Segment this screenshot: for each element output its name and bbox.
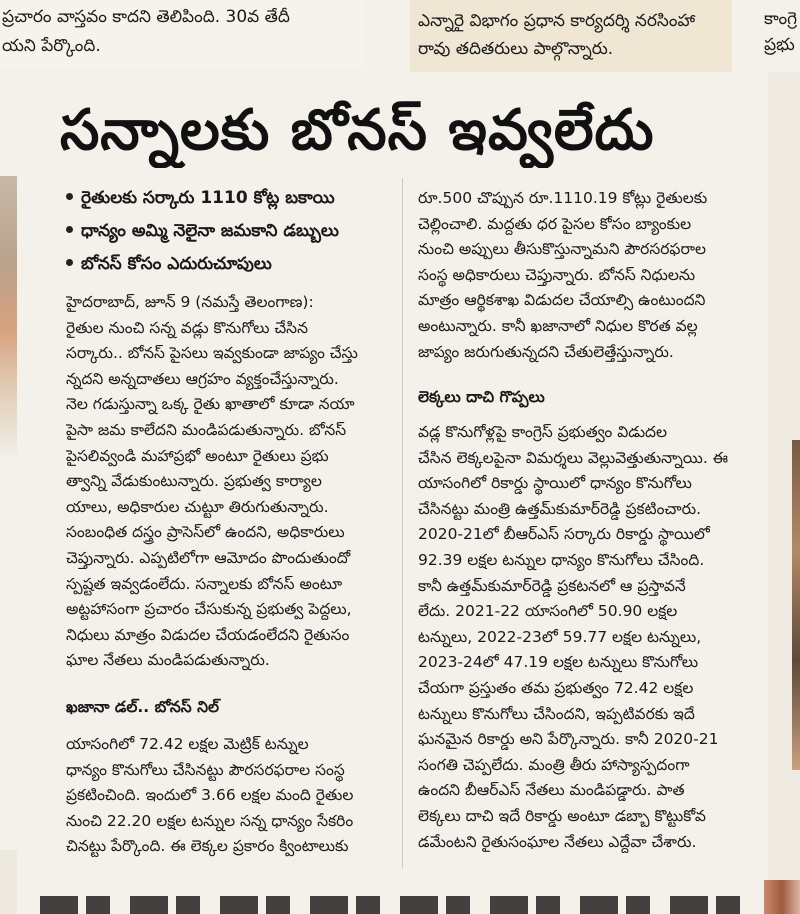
bullet-dot-icon bbox=[66, 193, 73, 200]
body-text-line: పైసా జమ కాలేదని మండిపడుతున్నారు. బోనస్ bbox=[66, 421, 347, 439]
top-right-line: ప్రభు bbox=[764, 35, 795, 55]
body-text-line: ఘాల నేతలు మండిపడుతున్నారు. bbox=[66, 651, 270, 670]
left-edge-photo-bottom bbox=[0, 850, 17, 914]
body-text-line: మాత్రం ఆర్థికశాఖ విడుదల చేయాల్సి ఉంటుందని bbox=[418, 291, 706, 310]
body-text-line: చేసినట్టు మంత్రి ఉత్తమ్‌కుమార్‌రెడ్డి ప్రకటించారు. bbox=[418, 499, 702, 518]
bullet-item: రైతులకు సర్కారు 1110 కోట్ల బకాయి bbox=[66, 183, 396, 213]
bullet-item: ధాన్యం అమ్మి నెలైనా జమకాని డబ్బులు bbox=[66, 216, 396, 246]
subheading-khajana: ఖజానా డల్.. బోనస్ నిల్ bbox=[66, 698, 219, 716]
body-text-line: చేయగా ప్రస్తుతం తమ ప్రభుత్వం 72.42 లక్షల bbox=[418, 679, 694, 697]
body-text-line: చినట్టు పేర్కొంది. ఈ లెక్కల ప్రకారం క్వింటాలుకు bbox=[66, 837, 349, 856]
body-text-line: ప్రకటించింది. ఇందులో 3.66 లక్షల మంది రైతుల bbox=[66, 786, 354, 805]
body-text-line: 92.39 లక్షల టన్నుల ధాన్యం కొనుగోలు చేసింది. bbox=[418, 551, 705, 569]
left-edge-photo bbox=[0, 176, 17, 456]
body-text-line: నుంచి 22.20 లక్షల టన్నుల సన్న ధాన్యం సేకరిం bbox=[66, 811, 354, 830]
right-edge-photo bbox=[792, 440, 800, 770]
body-text-line: జాప్యం జరుగుతున్నదని చేతులెత్తేస్తున్నారు. bbox=[418, 342, 674, 361]
body-text-line: టన్నులు, 2022-23లో 59.77 లక్షల టన్నులు, bbox=[418, 627, 702, 646]
body-text-line: రైతుల నుంచి సన్న వడ్లు కొనుగోలు చేసిన bbox=[66, 318, 308, 337]
body-text-line: ఉందని బీఆర్‌ఎస్ నేతలు మండిపడ్డారు. పాత bbox=[418, 781, 685, 800]
body-text-line: ధాన్యం కొనుగోలు చేసినట్టు పౌరసరఫరాల సంస్థ bbox=[66, 760, 345, 779]
body-text-line: యాసంగిలో రికార్డు స్థాయిలో ధాన్యం కొనుగోలు bbox=[418, 474, 692, 493]
body-text-line: రూ.500 చొప్పున రూ.1110.19 కోట్లు రైతులకు bbox=[418, 189, 708, 207]
body-text-line: చెప్తున్నారు. ఎప్పటిలోగా ఆమోదం పొందుతుందో bbox=[66, 549, 351, 567]
bullet-dot-icon bbox=[66, 259, 73, 266]
bullet-dot-icon bbox=[66, 226, 73, 233]
body-text-line: వడ్ల కొనుగోళ్లపై కాంగ్రెస్ ప్రభుత్వం విడుదల bbox=[418, 423, 667, 441]
body-text-line: చేసిన లెక్కలపైనా విమర్శలు వెల్లువెత్తుతున్నాయి. ఈ bbox=[418, 448, 729, 467]
body-text-line: కానీ ఉత్తమ్‌కుమార్‌రెడ్డి ప్రకటనలో ఆ ప్రస్తావనే bbox=[418, 576, 686, 595]
body-text-line: నిధులు మాత్రం విడుదల చేయడంలేదని రైతుసం bbox=[66, 625, 350, 644]
body-text-line: అంటున్నారు. కానీ ఖజానాలో నిధుల కొరత వల్ల bbox=[418, 317, 698, 335]
top-mid-line: రావు తదితరులు పాల్గొన్నారు. bbox=[418, 39, 614, 59]
body-text-line: 2023-24లో 47.19 లక్షల టన్నులు కొనుగోలు bbox=[418, 653, 699, 672]
body-text-line: లెక్కలు దాచి ఇదే రికార్డు అంటూ డబ్బా కొట్టుకోవ bbox=[418, 807, 706, 825]
body-text-line: డమేంటని రైతుసంఘాల నేతలు ఎద్దేవా చేశారు. bbox=[418, 832, 697, 851]
body-text-line: సంబంధిత దస్త్రం ప్రాసెస్‌లో ఉందని, అధికారులు bbox=[66, 523, 345, 542]
body-text-line: హైదరాబాద్, జూన్ 9 (నమస్తే తెలంగాణ): bbox=[66, 293, 314, 311]
top-right-line: కాంగ్రె bbox=[764, 9, 798, 29]
subheading-lekkalu: లెక్కలు దాచి గొప్పలు bbox=[418, 388, 545, 406]
body-text-line: ఘనమైన రికార్డు అని పేర్కొన్నారు. కానీ 2020-21 bbox=[418, 730, 719, 749]
body-text-line: చెల్లించాలి. మద్దతు ధర పైసల కోసం బ్యాంకుల bbox=[418, 214, 692, 233]
body-text-line: నుంచి అప్పులు తీసుకొస్తున్నామని పౌరసరఫరాల bbox=[418, 240, 706, 259]
column-divider bbox=[402, 178, 403, 868]
body-text-line: సంగతి చెప్పలేదు. మంత్రి తీరు హాస్యాస్పదంగా bbox=[418, 755, 690, 774]
top-left-line: ప్రచారం వాస్తవం కాదని తెలిపింది. 30వ తేదీ bbox=[2, 7, 290, 27]
body-text-line: స్పష్టత ఇవ్వడంలేదు. సన్నాలకు బోనస్ అంటూ bbox=[66, 574, 343, 593]
body-text-line: త్వాన్ని వేడుకుంటున్నారు. ప్రభుత్వ కార్యాల bbox=[66, 472, 322, 491]
body-text-line: యాలు, అధికారుల చుట్టూ తిరుగుతున్నారు. bbox=[66, 497, 329, 516]
body-text-line: అట్టహాసంగా ప్రచారం చేసుకున్న ప్రభుత్వ పెద్దలు, bbox=[66, 600, 352, 619]
body-text-line: యాసంగిలో 72.42 లక్షల మెట్రిక్ టన్నుల bbox=[66, 735, 309, 753]
next-article-headline-fragment bbox=[40, 896, 740, 914]
body-text-line: లేదు. 2021-22 యాసంగిలో 50.90 లక్షల bbox=[418, 602, 678, 621]
body-text-line: సంస్థ అధికారులు చెప్తున్నారు. బోనస్ నిధులను bbox=[418, 265, 696, 284]
right-bottom-photo bbox=[764, 880, 800, 914]
body-text-line: 2020-21లో బీఆర్‌ఎస్ సర్కారు రికార్డు స్థాయిలో bbox=[418, 525, 710, 544]
body-text-line: సర్కారు.. బోనస్ పైసలు ఇవ్వకుండా జాప్యం చేస్తు bbox=[66, 344, 358, 363]
body-text-line: పైసలివ్వండి మహాప్రభో అంటూ రైతులు ప్రభు bbox=[66, 446, 329, 465]
article-headline: సన్నాలకు బోనస్ ఇవ్వలేదు bbox=[60, 98, 655, 163]
body-text-line: టన్నులు కొనుగోలు చేసిందని, ఇప్పటివరకు ఇదే bbox=[418, 704, 695, 723]
bullet-item: బోనస్ కోసం ఎదురుచూపులు bbox=[66, 249, 396, 279]
top-left-line: యని పేర్కొంది. bbox=[2, 36, 101, 56]
body-text-line: న్నదని అన్నదాతలు ఆగ్రహం వ్యక్తంచేస్తున్నారు. bbox=[66, 369, 339, 388]
body-text-line: నెల గడుస్తున్నా ఒక్క రైతు ఖాతాలో కూడా నయా bbox=[66, 395, 355, 414]
top-mid-line: ఎన్నారై విభాగం ప్రధాన కార్యదర్శి నరసింహా bbox=[418, 11, 696, 31]
